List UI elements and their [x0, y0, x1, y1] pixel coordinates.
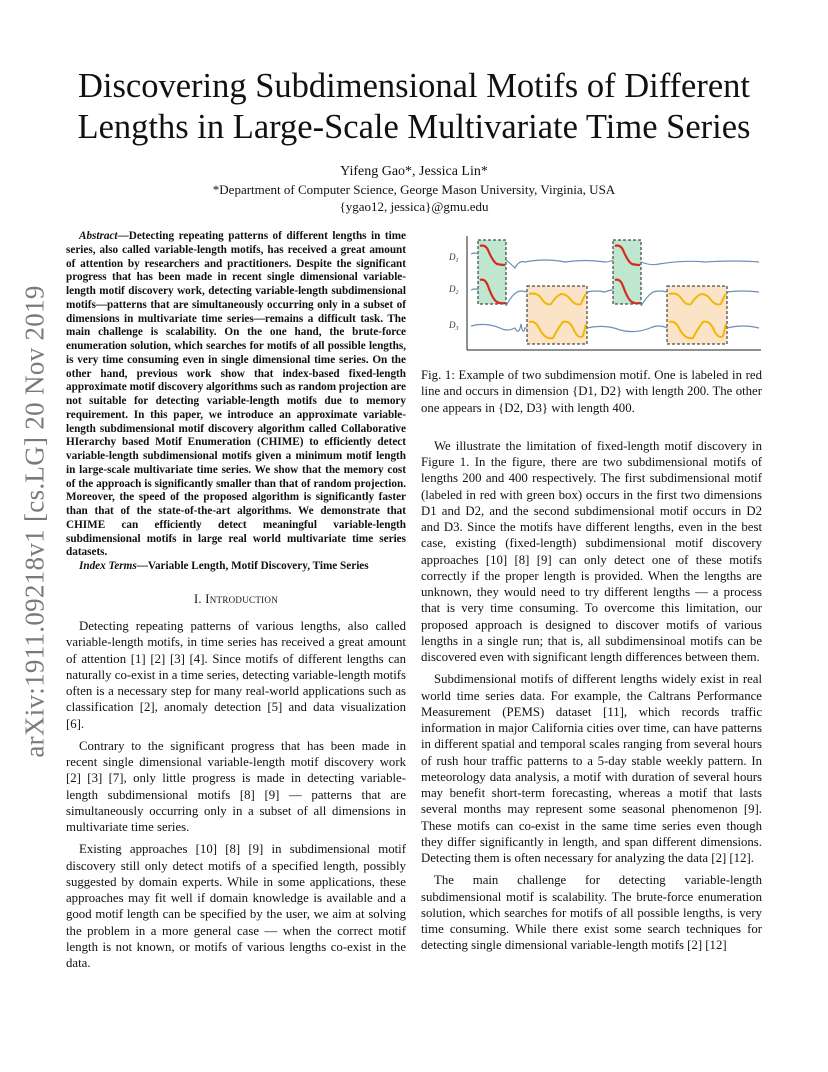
label-d2: $D_2$: [449, 284, 459, 296]
index-terms: [66, 560, 406, 574]
abstract-label: Abstract: [79, 230, 118, 242]
right-column: [421, 367, 762, 960]
index-terms-label: Index Terms: [79, 560, 137, 572]
email: {ygao12, jessica}@gmu.edu: [339, 199, 489, 214]
intro-paragraph-1: Detecting repeating patterns of various lengths, also called variable-length motifs, in time series has received a great amount of attention [1] [2] [3] [4]. Since motifs of different lengths can naturally co-exist in a time series, detecting variable-length motifs often is a necessary step for many real-world applications such as classification [2], anomaly detection [5] and data visualization [6].: [66, 619, 406, 731]
motif-figure: [445, 232, 763, 356]
intro-paragraph-4: We illustrate the limitation of fixed-length motif discovery in Figure 1. In the figure, there are two subdimensional motifs of lengths 200 and 400 respectively. The first subdimensional motif (labeled in red with green box) occurs in the first two dimensions D1 and D2, and the second subdimensional motif occurs in D2 and D3. Since the motifs have different lengths, even in the best case, existing (fixed-length) subdimensional motif discovery approaches [10] [8] [9] can only detect one of these motifs correctly if the proper length is provided. When the lengths are unknown, they would need to try different lengths — a process that is very time consuming. To overcome this limitation, our proposed approach is designed to discover motifs of various lengths in a single run; that is, all subdimensinoal motifs can be discovered even with significant length differences between them.: [421, 438, 762, 664]
abstract-text: —Detecting repeating patterns of different lengths in time series, also called variable-length motifs, has received a great amount of attention by researchers and practitioners. Despite the significant progress that has been made in recent single dimensional variable-length motif discovery work, detecting variable-length subdimensional motifs—patterns that are simultaneously occurring only in a subset of dimensions in multivariate time series—remains a difficult task. The main challenge is scalability. On the one hand, the brute-force enumeration solution, which searches for motifs of all possible lengths, is very time consuming even in single dimensional time series. On the other hand, previous work show that index-based fixed-length approximate motif discovery algorithms such as random projection are not suitable for detecting variable-length motifs due to memory requirement. In this paper, we introduce an approximate variable-length subdimensional motif discovery algorithm called Collaborative HIerarchy based Motif Enumeration (CHIME) to efficiently detect variable-length subdimensional motifs given a minimum motif length in large-scale multivariate time series. We show that the memory cost of the approach is significantly smaller than that of random projection. Moreover, the speed of the proposed algorithm is significantly faster than that of the state-of-the-art algorithms. We demonstrate that CHIME can efficiently detect meaningful variable-length subdimensional motifs in large real world multivariate time series datasets.: [66, 230, 406, 559]
index-terms-text: —Variable Length, Motif Discovery, Time Series: [136, 560, 369, 572]
intro-paragraph-2: Contrary to the significant progress that has been made in recent single dimensional variable-length motif discovery work [2] [3] [7], only little progress is made in detecting variable-length subdimensional motifs [8] [9] — patterns that are simultaneously occurring only in a subset of all dimensions in multivariate time series.: [66, 738, 406, 834]
authors: Yifeng Gao*, Jessica Lin*: [340, 164, 488, 179]
intro-paragraph-6: The main challenge for detecting variable-length subdimensional motif is scalability. The brute-force enumeration solution, which searches for motifs of all possible lengths, is very time consuming. While there exist some search techniques for detecting single dimensional variable-length motifs [2] [12]: [421, 873, 762, 953]
label-d1: $D_1$: [449, 252, 459, 264]
section-heading: I. Introduction: [193, 591, 279, 606]
affiliation: *Department of Computer Science, George Mason University, Virginia, USA: [212, 182, 616, 197]
intro-paragraph-5: Subdimensional motifs of different lengths widely exist in real world time series data. For example, the Caltrans Performance Measurement (PEMS) dataset [11], which records traffic information in major California cities over time, can have patterns in different spatial and temporal scales ranging from several hours of rush hour traffic patterns to a 5-day stable weekly pattern. In meteorology data analysis, a motif with duration of several hours may benefit short-term forecasting, whereas a motif that lasts several months may represent some seasonal phenomenon [9]. These motifs can co-exist in the same time series even though they differ significantly in length, and span different dimensions. Detecting them is often necessary for analyzing the data [2] [12].: [421, 672, 762, 865]
arxiv-stamp: [20, 282, 50, 760]
paper-title: Discovering Subdimensional Motifs of Different Lengths in Large-Scale Multivariate Time Series: [77, 67, 751, 146]
left-column: [66, 230, 406, 977]
arxiv-id: arXiv:1911.09218v1 [cs.LG] 20 Nov 2019: [19, 284, 50, 758]
intro-paragraph-3: Existing approaches [10] [8] [9] in subdimensional motif discovery still only detect motifs of a specified length, possibly suggested by domain experts. While in some applications, these approaches may fit well if domain knowledge is available and a good motif length can be specified by the user, we aim at solving the problem in a more general case — when the correct motif length is not known, or motifs of various lengths co-exist in the data.: [66, 842, 406, 970]
label-d3: $D_3$: [449, 320, 459, 332]
figure-caption: Fig. 1: Example of two subdimension motif. One is labeled in red line and occurs in dimension {D1, D2} with length 200. The other one appears in {D2, D3} with length 400.: [421, 368, 762, 415]
figure-1: [445, 232, 763, 356]
abstract: [66, 230, 406, 560]
